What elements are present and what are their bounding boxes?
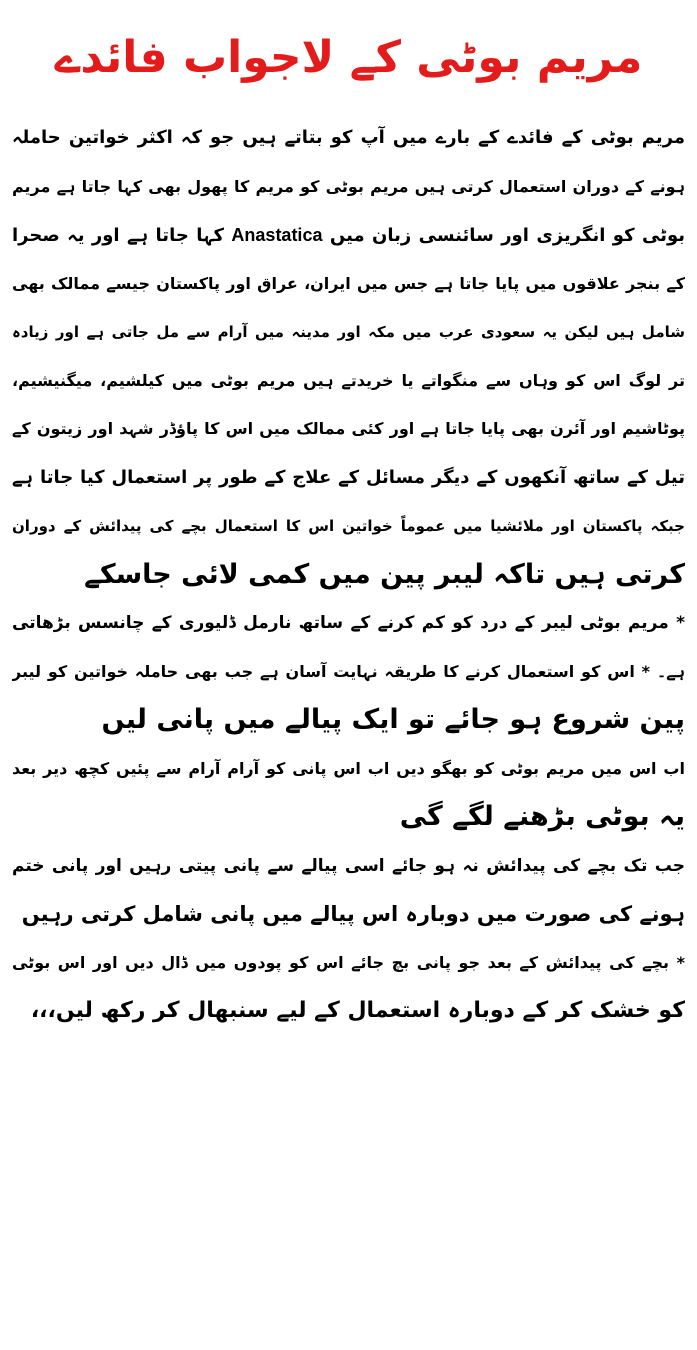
body-line: مریم بوٹی کے فائدے کے بارے میں آپ کو بتاتے ہیں جو کہ اکثر خواتین حاملہ bbox=[12, 127, 685, 148]
body-line: * مریم بوٹی لیبر کے درد کو کم کرنے کے ساتھ نارمل ڈلیوری کے چانسس بڑھاتی bbox=[12, 613, 685, 633]
body-line: کو خشک کر کے دوبارہ استعمال کے لیے سنبھال کر رکھ لیں،،، bbox=[30, 998, 685, 1023]
body-line: ہونے کے دوران استعمال کرتی ہیں مریم بوٹی کو مریم کا پھول بھی کہا جاتا ہے مریم bbox=[12, 176, 685, 196]
article-body bbox=[12, 114, 685, 1036]
body-line: کے بنجر علاقوں میں پایا جاتا ہے جس میں ایران، عراق اور پاکستان جیسے ممالک بھی bbox=[12, 273, 685, 293]
body-line: بوٹی کو انگریزی اور سائنسی زبان میں Anastatica کہا جاتا ہے اور یہ صحرا bbox=[12, 225, 685, 246]
body-line: جب تک بچے کی پیدائش نہ ہو جائے اسی پیالے سے پانی پیتی رہیں اور پانی ختم bbox=[12, 855, 685, 876]
body-line: جبکہ پاکستان اور ملائشیا میں عموماً خواتین اس کا استعمال بچے کی پیدائش کے دوران bbox=[12, 517, 685, 535]
article-title: مریم بوٹی کے لاجواب فائدے bbox=[54, 32, 643, 83]
body-line: اب اس میں مریم بوٹی کو بھگو دیں اب اس پانی کو آرام آرام سے پئیں کچھ دیر بعد bbox=[12, 758, 685, 778]
body-line: ہونے کی صورت میں دوبارہ اس پیالے میں پانی شامل کرتی رہیں bbox=[21, 902, 685, 926]
body-line: پوٹاشیم اور آئرن بھی پایا جاتا ہے اور کئی ممالک میں اس کا پاؤڈر شہد اور زیتون کے bbox=[12, 419, 685, 438]
body-line: کرتی ہیں تاکہ لیبر پین میں کمی لائی جاسکے bbox=[84, 558, 685, 590]
body-line: * بچے کی پیدائش کے بعد جو پانی بچ جائے اس کو پودوں میں ڈال دیں اور اس بوٹی bbox=[12, 952, 685, 972]
latin-term: Anastatica bbox=[231, 225, 323, 245]
body-line: ہے۔ * اس کو استعمال کرنے کا طریقہ نہایت آسان ہے جب بھی حاملہ خواتین کو لیبر bbox=[12, 661, 685, 681]
body-line: تر لوگ اس کو وہاں سے منگواتے یا خریدتے ہیں مریم بوٹی میں کیلشیم، میگنیشیم، bbox=[12, 370, 685, 390]
body-line: شامل ہیں لیکن یہ سعودی عرب میں مکہ اور مدینہ میں آرام سے مل جاتی ہے اور زیادہ bbox=[12, 323, 685, 341]
body-line: یہ بوٹی بڑھنے لگے گی bbox=[399, 801, 685, 832]
body-line: پین شروع ہو جائے تو ایک پیالے میں پانی لیں bbox=[101, 704, 685, 735]
body-line: تیل کے ساتھ آنکھوں کے دیگر مسائل کے علاج کے طور پر استعمال کیا جاتا ہے bbox=[12, 466, 685, 488]
